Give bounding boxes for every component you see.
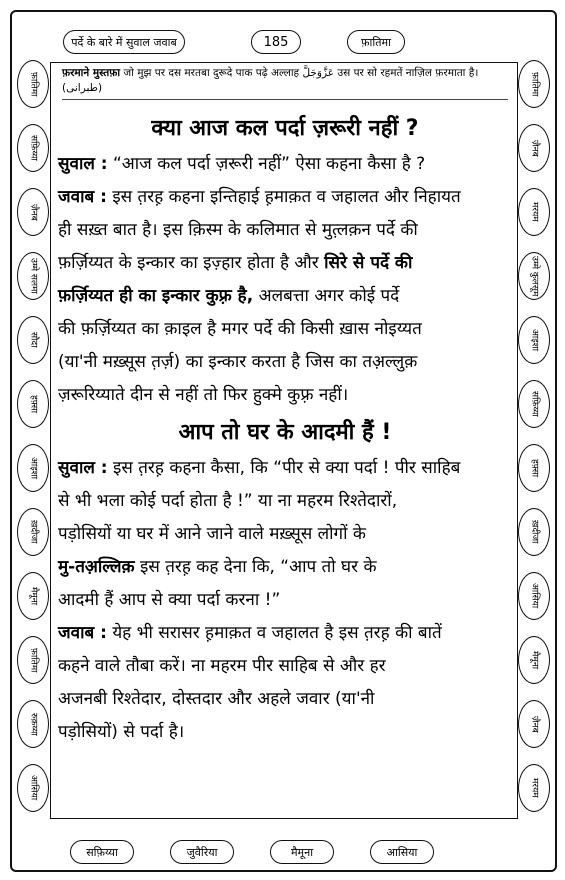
- border-medallion: हफ़्सा: [17, 380, 49, 428]
- border-medallion: फ़ातिमा: [518, 60, 550, 108]
- border-medallion: ज़ैनब: [17, 188, 49, 236]
- border-medallion: ज़ैनब: [518, 700, 550, 748]
- header-name: फ़ातिमा: [347, 30, 405, 54]
- answer-label: जवाब :: [58, 623, 107, 643]
- footer-bar: [60, 840, 510, 868]
- left-border-ornament: [14, 40, 50, 840]
- question-label: सुवाल :: [58, 458, 108, 478]
- border-medallion: सफ़िय्या: [17, 124, 49, 172]
- border-medallion: सौदा: [17, 316, 49, 364]
- notice-text: जो मुझ पर दस मरतबा दुरूदे पाक पढ़े अल्लाह عَزَّوَجَلَّ उस पर सो रहमतें नाज़िल फ़रमाता है। (طبرانی): [62, 67, 479, 94]
- answer-line: (या'नी मख़्सूस त़र्ज़) का इन्कार करता है जिस का तअ़ल्लुक़: [58, 352, 418, 372]
- question-line: पड़ोसियों या घर में आने जाने वाले मख़्सूस लोगों के: [58, 524, 366, 544]
- question-line: आदमी हैं आप से क्या पर्दा करना !”: [58, 590, 281, 610]
- section1-answer: [58, 181, 512, 412]
- border-medallion: मैमूना: [17, 572, 49, 620]
- question-emphasis: मु-तअ़ल्लिक़: [58, 557, 135, 577]
- footer-name: जुवैरिया: [170, 840, 234, 864]
- notice-lead: फ़रमाने मुस्तफ़ा: [62, 67, 121, 79]
- question-text: “आज कल पर्दा ज़रूरी नहीं” ऐसा कहना कैसा है ?: [113, 154, 426, 174]
- border-medallion: सफ़िय्या: [518, 380, 550, 428]
- border-medallion: उम्मे सलमा: [17, 252, 49, 300]
- section1-heading: क्या आज कल पर्दा ज़रूरी नहीं ?: [151, 116, 419, 141]
- footer-name: आसिया: [370, 840, 434, 864]
- answer-line: पड़ोसियों) से पर्दा है।: [58, 722, 185, 742]
- header-bar: [55, 30, 515, 56]
- hadith-notice: [62, 66, 508, 100]
- answer-line: इस त़रह़ कहना इन्तिहाई ह़माक़त व जहालत और निहायत: [112, 187, 461, 207]
- answer-line: फ़र्ज़िय्यत के इन्कार का इज़्हार होता है और: [58, 253, 319, 273]
- border-medallion: ज़ैनब: [518, 124, 550, 172]
- footer-name: सफ़िय्या: [70, 840, 134, 864]
- border-medallion: ख़दीजा: [518, 508, 550, 556]
- answer-line: कहने वाले तौबा करें। ना महरम पीर साहिब से और हर: [58, 656, 386, 676]
- answer-line: अजनबी रिश्तेदार, दोस्तदार और अहले जवार (या'नी: [58, 689, 375, 709]
- answer-label: जवाब :: [58, 187, 107, 207]
- answer-emphasis: फ़र्ज़िय्यत ही का इन्कार कुफ़्र है,: [58, 286, 254, 306]
- answer-line: अलबत्ता अगर कोई पर्दे: [258, 286, 400, 306]
- border-medallion: ख़दीजा: [17, 508, 49, 556]
- border-medallion: उम्मे कुलसूम: [518, 252, 550, 300]
- answer-emphasis: सिरे से पर्दे की: [324, 253, 413, 273]
- section2-heading: आप तो घर के आदमी हैं !: [178, 420, 392, 445]
- answer-line: ही सख़्त बात है। इस क़िस्म के कलिमात से मुत़्लक़न पर्दे की: [58, 220, 418, 240]
- border-medallion: रुक़य्या: [17, 700, 49, 748]
- border-medallion: हफ़्सा: [518, 444, 550, 492]
- border-medallion: आइशा: [17, 444, 49, 492]
- question-label: सुवाल :: [58, 154, 108, 174]
- answer-line: ज़रूरिय्याते दीन से नहीं तो फिर हुक्मे कुफ़्र नहीं।: [58, 385, 349, 405]
- border-medallion: फ़ातिमा: [17, 60, 49, 108]
- border-medallion: आइशा: [518, 316, 550, 364]
- section2-question: [58, 452, 512, 617]
- border-medallion: मरयम: [518, 188, 550, 236]
- section2-answer: [58, 617, 512, 749]
- border-medallion: मैमूना: [518, 636, 550, 684]
- right-border-ornament: [515, 40, 551, 840]
- border-medallion: फ़ातिमा: [17, 636, 49, 684]
- border-medallion: आसिया: [518, 572, 550, 620]
- border-medallion: आसिया: [17, 764, 49, 812]
- answer-line: की फ़र्ज़िय्यत का क़ाइल है मगर पर्दे की किसी ख़ास नोइय्यत: [58, 319, 422, 339]
- question-line: इस त़रह़ कहना कैसा, कि “पीर से क्या पर्दा ! पीर साहिब: [113, 458, 461, 478]
- border-medallion: मरयम: [518, 764, 550, 812]
- section1-question: [58, 148, 512, 181]
- page-number: 185: [251, 30, 301, 54]
- answer-line: येह भी सरासर ह़माक़त व जहालत है इस त़रह़ की बातें: [112, 623, 442, 643]
- question-line: से भी भला कोई पर्दा होता है !” या ना महरम रिश्तेदारों,: [58, 491, 398, 511]
- book-title: पर्दे के बारे में सुवाल जवाब: [63, 30, 185, 54]
- footer-name: मैमूना: [270, 840, 334, 864]
- main-content: [58, 108, 512, 749]
- question-line: इस त़रह़ कह देना कि, “आप तो घर के: [139, 557, 377, 577]
